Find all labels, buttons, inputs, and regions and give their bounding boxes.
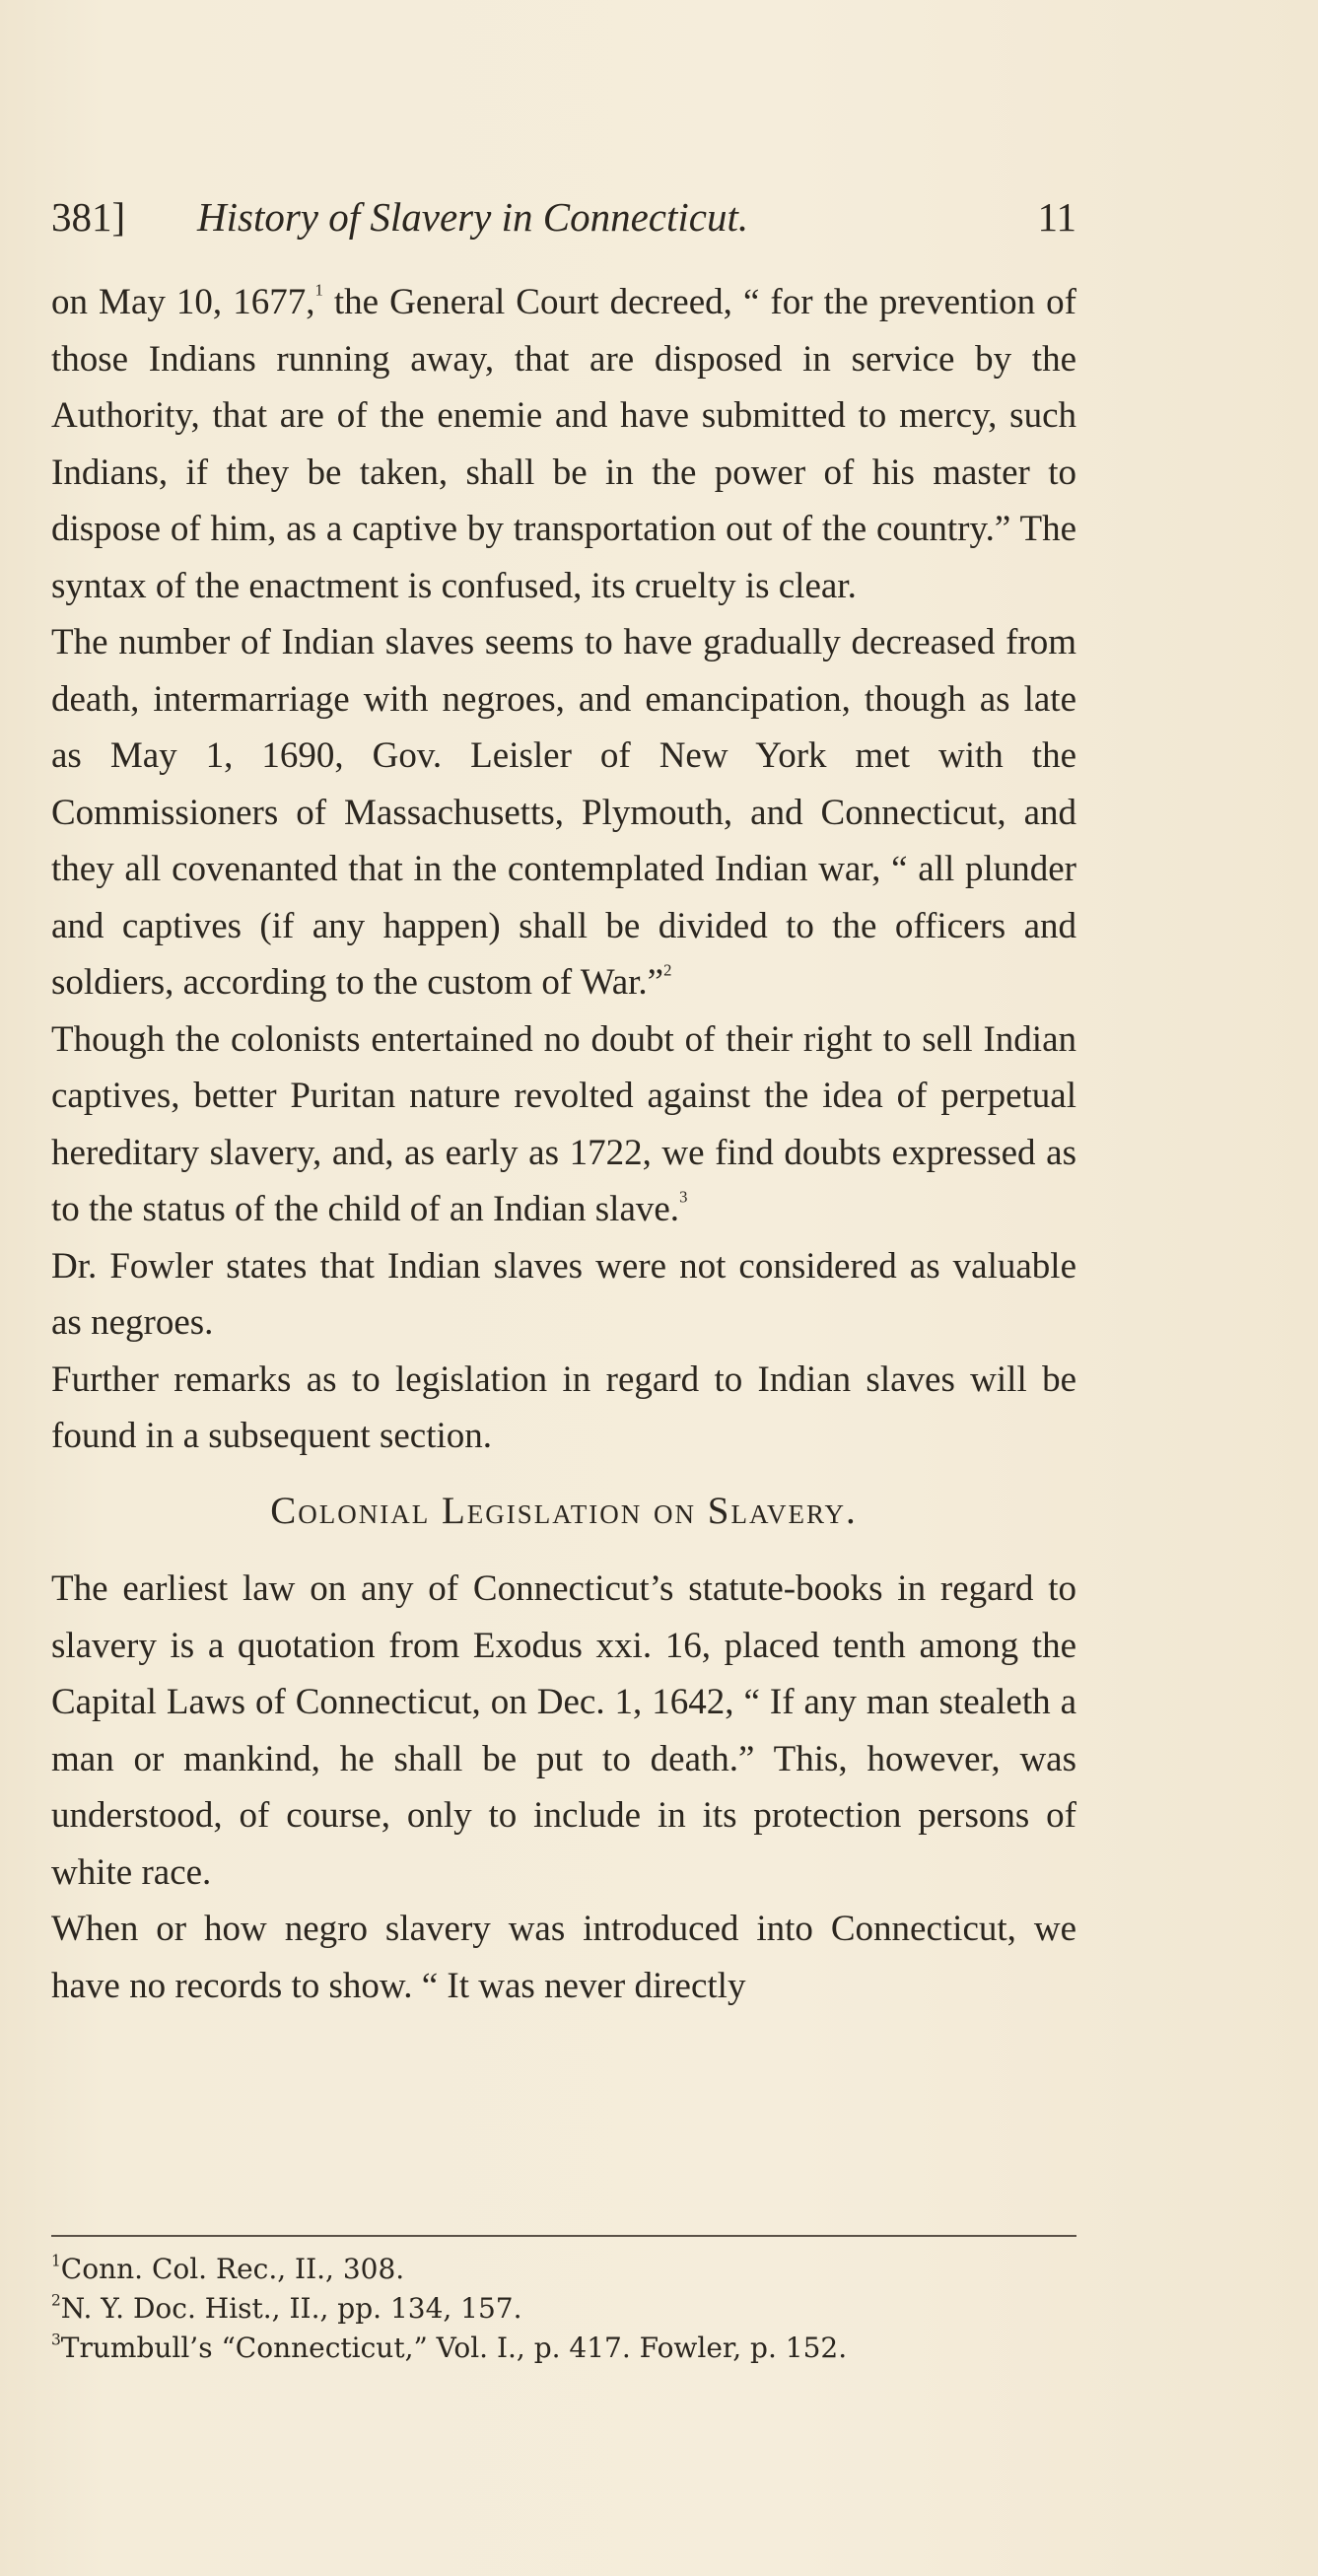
paragraph-text: Further remarks as to legislation in regard to Indian slaves will be found in a subsequent section. <box>51 1358 1076 1456</box>
footnote-text: N. Y. Doc. Hist., II., pp. 134, 157. <box>60 2292 522 2325</box>
footnote-mark: 3 <box>51 2331 61 2349</box>
footnote-mark: 1 <box>51 2252 61 2270</box>
paragraph <box>51 1901 1076 2014</box>
footnote-divider <box>51 2235 1076 2237</box>
paragraph-text: the General Court decreed, “ for the prevention of those Indians running away, that are disposed in service by the Authority, that are of the enemie and have submitted to mercy, such Indians, if they be taken, shall be in the power of his master to dispose of him, as a captive by transportation out of the country.” The syntax of the enactment is confused, its cruelty is clear. <box>51 282 1076 606</box>
footnote <box>51 2289 1076 2329</box>
page-reference: 381] <box>51 194 126 240</box>
paragraph-text: on May 10, 1677, <box>51 282 315 322</box>
footnote-ref: 2 <box>663 960 672 980</box>
paragraph <box>51 1238 1076 1352</box>
paragraph-text: The earliest law on any of Connecticut’s statute-books in regard to slavery is a quotation from Exodus xxi. 16, placed tenth among the Capital Laws of Connecticut, on Dec. 1, 1642, “ If any man stealeth a man or mankind, he shall be put to death.” This, however, was understood, of course, only to include in its protection persons of white race. <box>51 1568 1076 1893</box>
paragraph <box>51 274 1076 614</box>
paragraph-text: Dr. Fowler states that Indian slaves were not considered as valuable as negroes. <box>51 1245 1076 1343</box>
footnote <box>51 2329 1076 2368</box>
body-text <box>51 274 1076 2014</box>
footnote-text: Trumbull’s “Connecticut,” Vol. I., p. 417. Fowler, p. 152. <box>60 2332 848 2364</box>
footnote-text: Conn. Col. Rec., II., 308. <box>60 2253 405 2285</box>
footnote-ref: 3 <box>679 1187 688 1207</box>
running-header <box>51 193 1076 262</box>
paragraph <box>51 1561 1076 1901</box>
section-heading: Colonial Legislation on Slavery. <box>270 1489 858 1532</box>
paragraph <box>51 1352 1076 1465</box>
page-number: 11 <box>1037 194 1076 240</box>
running-title: History of Slavery in Connecticut. <box>197 194 749 240</box>
paragraph <box>51 1011 1076 1238</box>
footnote <box>51 2250 1076 2289</box>
footnote-mark: 2 <box>51 2291 61 2310</box>
paragraph-text: The number of Indian slaves seems to have gradually decreased from death, intermarriage with negroes, and emancipation, though as late as May 1, 1690, Gov. Leisler of New York met with the Commissioners of Massachusetts, Plymouth, and Connecticut, and they all covenanted that in the contemplated Indian war, “ all plunder and captives (if any happen) shall be divided to the officers and soldiers, according to the custom of War.” <box>51 622 1076 1003</box>
paragraph <box>51 614 1076 1011</box>
footnotes <box>51 2250 1076 2368</box>
paragraph-text: When or how negro slavery was introduced into Connecticut, we have no records to show. “ It was never directly <box>51 1909 1076 2006</box>
footnote-ref: 1 <box>314 280 323 300</box>
paragraph-text: Though the colonists entertained no doubt of their right to sell Indian captives, better Puritan nature revolted against the idea of perpetual hereditary slavery, and, as early as 1722, we find doubts expressed as to the status of the child of an Indian slave. <box>51 1018 1076 1229</box>
